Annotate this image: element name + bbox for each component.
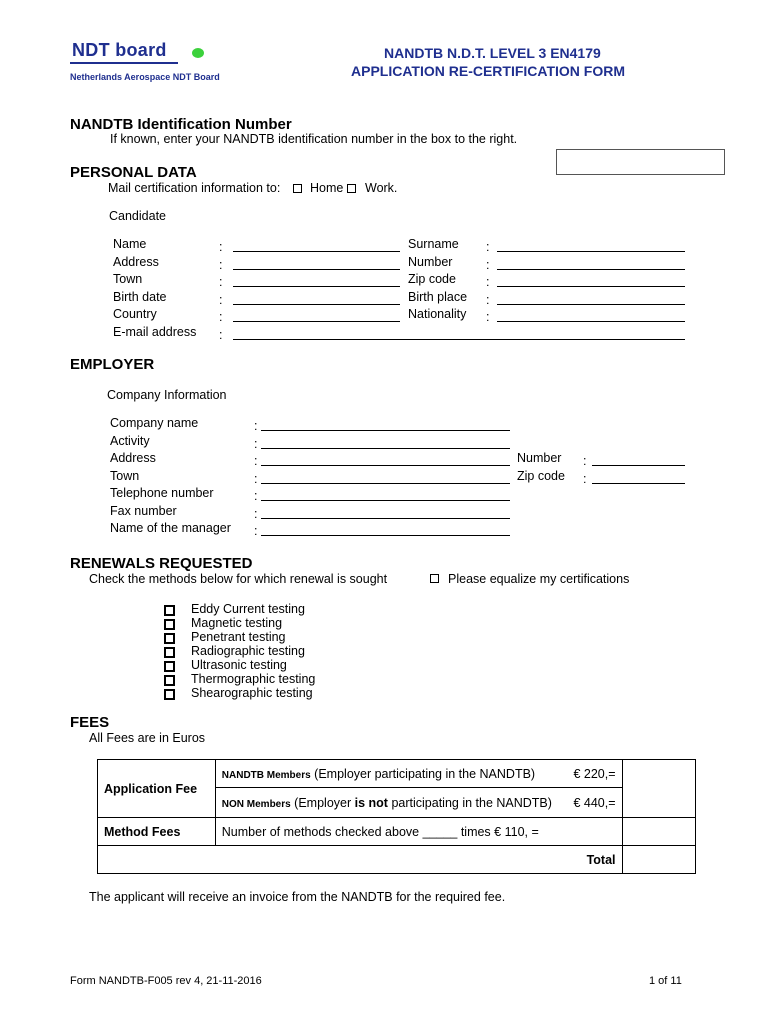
colon: : [486,275,490,289]
candidate-label: Candidate [109,209,166,223]
employer-field-input[interactable] [261,483,510,484]
method-checkbox[interactable] [164,619,175,630]
personal-field-label: Nationality [408,307,467,321]
members-prefix: NANDTB Members [221,769,311,781]
employer-field-label: Activity [110,433,150,448]
personal-field-label: E-mail address [113,324,197,339]
logo-dot-icon [192,48,204,58]
employer-field-label: Company name [110,416,199,430]
form-title-line2: APPLICATION RE-CERTIFICATION FORM [351,63,626,79]
colon: : [219,257,223,272]
personal-field-label: Name [113,237,147,251]
form-title-line1: NANDTB N.D.T. LEVEL 3 EN4179 [384,45,601,61]
method-checkbox[interactable] [164,633,175,644]
colon: : [583,471,587,486]
personal-field-label: Town [113,272,143,286]
method-label: Ultrasonic testing [191,658,287,672]
method-fees-label: Method Fees [98,818,216,846]
personal-field-input[interactable] [497,286,685,287]
total-amount[interactable] [622,846,696,874]
employer-field-input[interactable] [261,448,510,449]
employer-right-label: Number [517,451,562,465]
invoice-note: The applicant will receive an invoice from the NANDTB for the required fee. [89,890,506,904]
personal-field-label: Birth place [408,289,468,304]
application-fee-amount[interactable] [622,760,696,818]
personal-field-label: Surname [408,237,459,251]
colon: : [254,489,258,503]
employer-field-label: Name of the manager [110,521,231,535]
personal-field-input[interactable] [233,269,400,270]
logo-underline [70,62,178,64]
page-number: 1 of 11 [649,975,682,987]
colon: : [583,454,587,468]
colon: : [254,524,258,538]
colon: : [219,327,223,342]
employer-field-input[interactable] [261,430,510,431]
employer-field-label: Address [110,451,156,465]
colon: : [486,240,490,254]
personal-field-label: Birth date [113,289,167,304]
personal-field-input[interactable] [233,304,400,305]
logo-subtitle: Netherlands Aerospace NDT Board [70,72,220,82]
work-checkbox[interactable] [347,184,356,193]
method-fees-amount[interactable] [622,818,696,846]
non-members-row [215,788,622,818]
method-fees-price: € 110, = [494,824,539,839]
method-fees-text: Number of methods checked above _____ times [221,824,491,839]
method-fees-row [215,818,622,846]
colon: : [219,292,223,307]
home-checkbox[interactable] [293,184,302,193]
total-label: Total [98,846,623,874]
work-label: Work. [365,181,398,195]
colon: : [486,310,490,324]
form-id: Form NANDTB-F005 rev 4, 21-11-2016 [70,975,262,987]
personal-field-input[interactable] [497,304,685,305]
email-input-extension[interactable] [400,339,685,340]
colon: : [254,436,258,451]
employer-field-input[interactable] [261,535,510,536]
personal-field-label: Address [113,254,159,269]
colon: : [254,471,258,486]
renewals-heading: RENEWALS REQUESTED [70,555,253,572]
method-checkbox[interactable] [164,647,175,658]
non-members-prefix: NON Members [221,798,291,810]
employer-field-label: Telephone number [110,486,214,500]
employer-right-input[interactable] [592,483,685,484]
colon: : [219,240,223,254]
method-label: Penetrant testing [191,630,286,644]
personal-field-input[interactable] [233,339,400,340]
personal-field-input[interactable] [233,286,400,287]
colon: : [219,310,223,324]
colon: : [486,292,490,307]
method-label: Eddy Current testing [191,602,305,616]
members-price: € 220,= [573,766,616,781]
mail-to-label: Mail certification information to: [108,181,281,195]
employer-field-input[interactable] [261,465,510,466]
logo-text: NDT board [72,40,167,60]
non-members-is-not: is not [354,795,388,810]
non-members-price: € 440,= [573,795,616,810]
fees-heading: FEES [70,714,110,731]
personal-field-label: Zip code [408,272,456,286]
home-label: Home [310,181,344,195]
method-label: Magnetic testing [191,616,283,630]
members-text: (Employer participating in the NANDTB) [314,766,536,781]
colon: : [254,419,258,433]
employer-heading: EMPLOYER [70,356,155,373]
personal-data-heading: PERSONAL DATA [70,164,197,181]
equalize-checkbox[interactable] [430,574,439,583]
method-label: Thermographic testing [191,672,316,686]
method-checkbox[interactable] [164,605,175,616]
personal-field-input[interactable] [497,269,685,270]
personal-field-input[interactable] [233,321,400,322]
fees-table [97,759,696,874]
employer-field-input[interactable] [261,518,510,519]
renewals-instruction: Check the methods below for which renewal is sought [89,572,388,586]
personal-field-input[interactable] [497,321,685,322]
colon: : [254,506,258,521]
employer-field-label: Fax number [110,503,177,518]
colon: : [219,275,223,289]
equalize-label: Please equalize my certifications [448,572,630,586]
personal-field-input[interactable] [497,251,685,252]
non-members-text-a: (Employer [294,795,352,810]
colon: : [486,257,490,272]
fees-currency-note: All Fees are in Euros [89,731,206,745]
identification-instruction: If known, enter your NANDTB identification number in the box to the right. [110,132,518,146]
employer-field-input[interactable] [261,500,510,501]
method-label: Shearographic testing [191,686,313,700]
employer-right-input[interactable] [592,465,685,466]
application-fee-label: Application Fee [98,760,216,818]
personal-field-label: Number [408,254,453,269]
method-label: Radiographic testing [191,644,305,658]
colon: : [254,454,258,468]
personal-field-label: Country [113,307,157,321]
method-checkbox[interactable] [164,675,175,686]
members-row [215,760,622,788]
method-checkbox[interactable] [164,689,175,700]
identification-number-input[interactable] [556,149,725,175]
method-checkbox[interactable] [164,661,175,672]
non-members-text-b: participating in the NANDTB) [391,795,552,810]
identification-heading: NANDTB Identification Number [70,116,292,133]
employer-field-label: Town [110,468,140,483]
employer-right-label: Zip code [517,468,565,483]
personal-field-input[interactable] [233,251,400,252]
company-info-label: Company Information [107,388,227,402]
